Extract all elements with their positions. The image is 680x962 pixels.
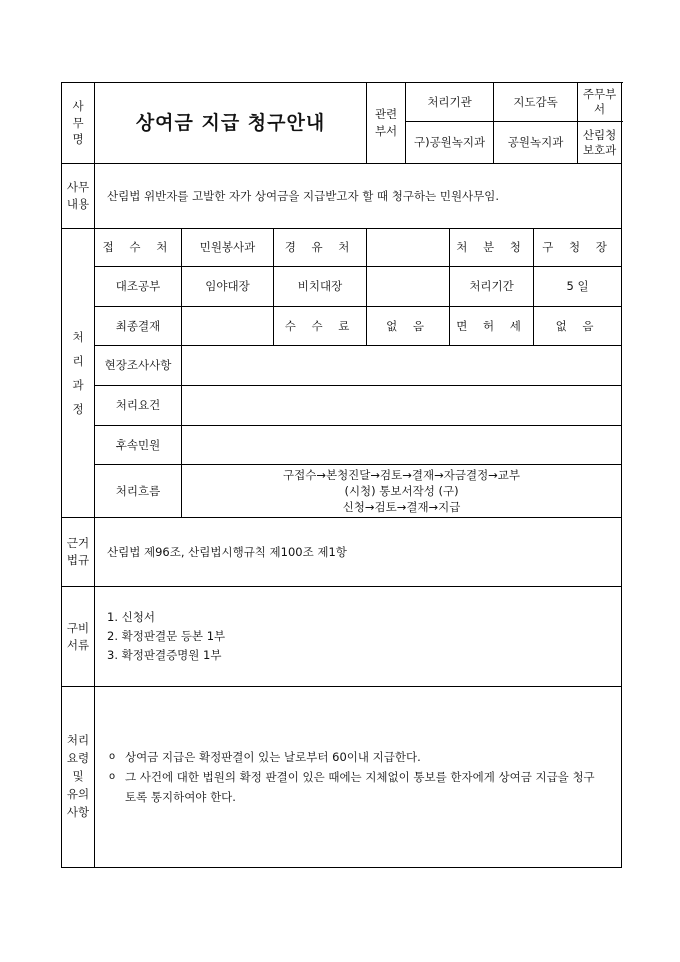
reception-label: 접 수 처 <box>95 229 182 267</box>
kept-ledger-value: 비치대장 <box>274 267 367 307</box>
notes-label: 처리 요령 및 유의 사항 <box>62 687 95 868</box>
notes-content <box>95 687 622 868</box>
description-text: 산림법 위반자를 고발한 자가 상여금을 지급받고자 할 때 청구하는 민원사무임. <box>95 164 622 229</box>
process-label: 처 리 과 정 <box>62 229 95 518</box>
list-item: o 그 사건에 대한 법원의 확정 판결이 있은 때에는 지체없이 통보를 한자에게 상여금 지급을 청구토록 통지하여야 한다. <box>109 767 603 807</box>
processing-agency-header: 처리기관 <box>406 83 494 122</box>
disposal-label: 처 분 청 <box>450 229 534 267</box>
bullet-icon: o <box>109 771 116 782</box>
flow-line: 신청→검토→결재→지급 <box>342 500 461 514</box>
guide-table <box>61 82 622 868</box>
ledger-label: 대조공부 <box>95 267 182 307</box>
via-label: 경 유 처 <box>274 229 367 267</box>
approval-value <box>182 307 274 346</box>
list-item: o 상여금 지급은 확정판결이 있는 날로부터 60이내 지급한다. <box>109 747 603 767</box>
description-label: 사무 내용 <box>62 164 95 229</box>
requirements-value <box>182 386 622 426</box>
disposal-value: 구 청 장 <box>534 229 622 267</box>
license-tax-value: 없 음 <box>534 307 622 346</box>
blank-cell <box>367 267 450 307</box>
list-item: 3. 확정판결증명원 1부 <box>107 648 222 662</box>
fee-label: 수 수 료 <box>274 307 367 346</box>
supervision-value: 공원녹지과 <box>494 122 578 164</box>
page-title: 상여금 지급 청구안내 <box>95 83 367 164</box>
fee-value: 없 음 <box>367 307 450 346</box>
processing-agency-value: 구)공원녹지과 <box>406 122 494 164</box>
flow-label: 처리흐름 <box>95 465 182 518</box>
list-item: 2. 확정판결문 등본 1부 <box>107 629 226 643</box>
flow-line: 구접수→본청진달→검토→결재→자금결정→교부 <box>283 468 521 482</box>
legal-basis-label: 근거 법규 <box>62 518 95 587</box>
list-item: 1. 신청서 <box>107 610 155 624</box>
flow-content <box>182 465 622 518</box>
related-dept-label: 관련 부서 <box>367 83 406 164</box>
site-inspection-value <box>182 346 622 386</box>
main-dept-header: 주무부서 <box>578 83 622 122</box>
followup-value <box>182 426 622 465</box>
ledger-value: 임야대장 <box>182 267 274 307</box>
flow-line: (시청) 통보서작성 (구) <box>344 484 459 498</box>
main-dept-value: 산림청보호과 <box>578 122 622 164</box>
followup-label: 후속민원 <box>95 426 182 465</box>
supervision-header: 지도감독 <box>494 83 578 122</box>
license-tax-label: 면 허 세 <box>450 307 534 346</box>
via-value <box>367 229 450 267</box>
legal-basis-text: 산림법 제96조, 산림법시행규칙 제100조 제1항 <box>95 518 622 587</box>
documents-list <box>95 587 622 687</box>
reception-value: 민원봉사과 <box>182 229 274 267</box>
site-inspection-label: 현장조사사항 <box>95 346 182 386</box>
documents-label: 구비 서류 <box>62 587 95 687</box>
approval-label: 최종결재 <box>95 307 182 346</box>
bullet-icon: o <box>109 751 116 762</box>
requirements-label: 처리요건 <box>95 386 182 426</box>
period-value: 5 일 <box>534 267 622 307</box>
form-document <box>61 82 621 868</box>
period-label: 처리기간 <box>450 267 534 307</box>
work-name-label: 사 무 명 <box>62 83 95 164</box>
